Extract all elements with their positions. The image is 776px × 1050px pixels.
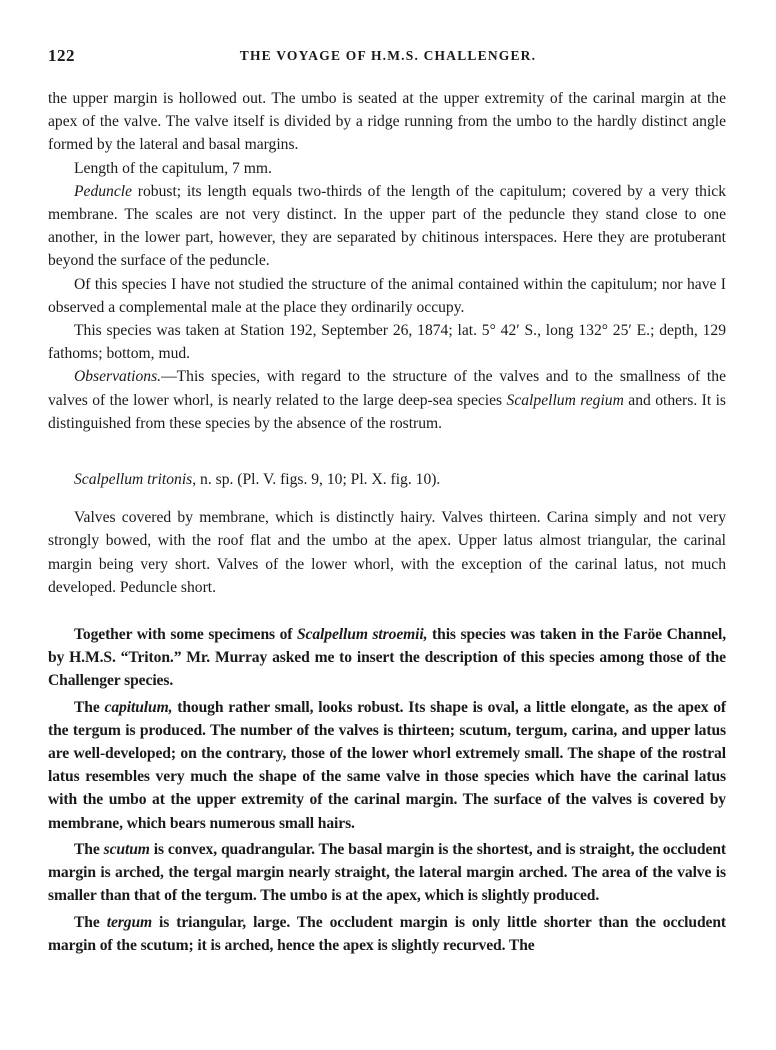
species-name: Scalpellum regium (506, 391, 624, 409)
paragraph: Together with some specimens of Scalpellum stroemii, this species was taken in the Faröe Channel, by H.M.S. “Triton.” Mr. Murray asked me to insert the description of this species among those of the Challenger species. (48, 626, 726, 690)
paragraph: the upper margin is hollowed out. The umbo is seated at the upper extremity of the carinal margin at the apex of the valve. The valve itself is divided by a ridge running from the umbo to the hardly distinct angle formed by the lateral and basal margins. (48, 90, 726, 154)
paragraph: The scutum is convex, quadrangular. The basal margin is the shortest, and is straight, the occludent margin is arched, the tergal margin nearly straight, the lateral margin arched. The area of the valve is smaller than that of the tergum. The umbo is at the apex, which is slightly produced. (48, 840, 726, 905)
paragraph: The capitulum, though rather small, looks robust. Its shape is oval, a little elongate, as the apex of the tergum is produced. The number of the valves is thirteen; scutum, tergum, carina, and upper latus are well-developed; on the contrary, those of the lower whorl extremely small. The shape of the rostral latus resembles very much the shape of the same valve in those species which have the carinal latus with the umbo at the upper extremity of the carinal margin. The surface of the valves is covered by membrane, which bears numerous small hairs. (48, 698, 726, 832)
paragraph: This species was taken at Station 192, September 26, 1874; lat. 5° 42′ S., long 132° 25′ E.; depth, 129 fathoms; bottom, mud. (48, 322, 726, 363)
page-number: 122 (48, 46, 75, 65)
body-text (48, 87, 726, 957)
page-header (0, 46, 776, 70)
species-name: Scalpellum tritonis (74, 471, 193, 489)
species-heading: Scalpellum tritonis, n. sp. (Pl. V. figs. 9, 10; Pl. X. fig. 10). (74, 471, 441, 489)
paragraph: Observations.—This species, with regard to the structure of the valves and to the smallness of the valves of the lower whorl, is nearly related to the large deep-sea species Scalpellum regium and others. It is distinguished from these species by the absence of the rostrum. (48, 368, 726, 432)
paragraph: Peduncle robust; its length equals two-thirds of the length of the capitulum; covered by a very thick membrane. The scales are not very distinct. In the upper part of the peduncle they stand close to one another, in the lower part, however, they are separated by chitinous interspaces. Here they are protuberant beyond the surface of the peduncle. (48, 182, 726, 270)
term: tergum (106, 913, 153, 931)
run-in-heading: Observations. (74, 368, 162, 386)
running-title: THE VOYAGE OF H.M.S. CHALLENGER. (239, 48, 537, 63)
paragraph: The tergum is triangular, large. The occludent margin is only little shorter than the occludent margin of the scutum; it is arched, hence the apex is slightly recurved. The (48, 913, 727, 954)
term: capitulum, (104, 698, 173, 716)
paragraph: Length of the capitulum, 7 mm. (74, 159, 272, 177)
paragraph: Of this species I have not studied the structure of the animal contained within the capitulum; nor have I observed a complemental male at the place they ordinarily occupy. (48, 275, 726, 316)
run-in-heading: Peduncle (74, 182, 133, 200)
diagnosis-paragraph: Valves covered by membrane, which is distinctly hairy. Valves thirteen. Carina simply and not very strongly bowed, with the roof flat and the umbo at the apex. Upper latus almost triangular, the carinal margin being very short. Valves of the lower whorl, with the exception of the carinal latus, not much developed. Peduncle short. (48, 509, 726, 596)
term: scutum (103, 840, 150, 858)
species-name: Scalpellum stroemii, (296, 626, 428, 644)
